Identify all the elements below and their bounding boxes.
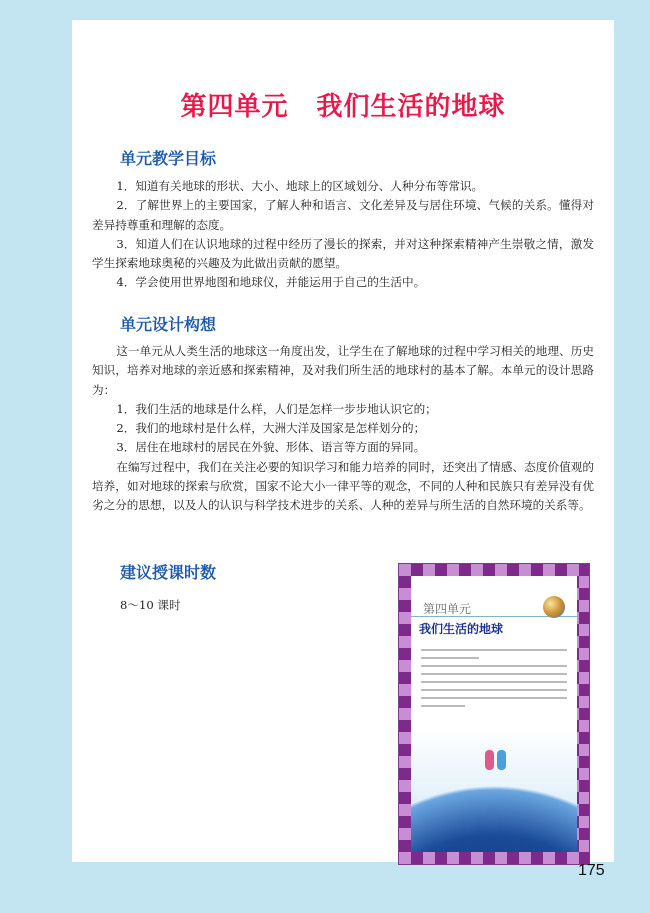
paragraph: 1．我们生活的地球是什么样，人们是怎样一步步地认识它的； — [116, 401, 437, 416]
globe-icon — [543, 596, 565, 618]
earth-image — [411, 766, 577, 852]
paragraph: 1．知道有关地球的形状、大小、地球上的区域划分、人种分布等常识。 — [116, 179, 484, 193]
thumbnail-title: 我们生活的地球 — [419, 622, 504, 636]
paragraph: 在编写过程中，我们在关注必要的知识学习和能力培养的同时，还突出了情感、态度价值观的培养，如对地球的探索与欣赏，国家不论大小一律平等的观念，不同的人种和民族只有差异没有优劣之分的思想，以及人的认识与科学技术进步的关系、人种的差异与所生活的自然环境的关系等。 — [92, 459, 594, 513]
paragraph: 3．居住在地球村的居民在外貌、形体、语言等方面的异同。 — [116, 440, 426, 455]
page-number: 175 — [578, 862, 605, 879]
thumbnail-unit: 第四单元 — [423, 602, 472, 616]
lesson-hours: 8～10 课时 — [120, 598, 181, 612]
design-text — [92, 342, 594, 516]
unit-name: 我们生活的地球 — [316, 92, 506, 122]
textbook-page — [72, 20, 614, 862]
section-heading-goals: 单元教学目标 — [120, 149, 217, 168]
children-illustration — [481, 744, 511, 770]
unit-number: 第四单元 — [180, 92, 289, 122]
paragraph: 2．我们的地球村是什么样，大洲大洋及国家是怎样划分的； — [116, 421, 426, 436]
goals-text — [92, 177, 594, 293]
section-heading-design: 单元设计构想 — [120, 315, 217, 334]
unit-title — [72, 86, 614, 123]
paragraph: 2．了解世界上的主要国家，了解人种和语言、文化差异及与居住环境、气候的关系。懂得对差异持尊重和理解的态度。 — [92, 198, 594, 232]
unit-cover-thumbnail — [398, 563, 590, 865]
paragraph: 3．知道人们在认识地球的过程中经历了漫长的探索，并对这种探索精神产生崇敬之情，激发学生探索地球奥秘的兴趣及为此做出贡献的愿望。 — [92, 236, 594, 271]
thumbnail-text-lines — [421, 644, 567, 713]
paragraph: 4．学会使用世界地图和地球仪，并能运用于自己的生活中。 — [116, 275, 426, 290]
section-heading-hours: 建议授课时数 — [120, 563, 217, 582]
paragraph: 这一单元从人类生活的地球这一角度出发，让学生在了解地球的过程中学习相关的地理、历史知识，培养对地球的亲近感和探索精神，及对我们所生活的地球村的基本了解。本单元的设计思路为： — [92, 344, 594, 397]
